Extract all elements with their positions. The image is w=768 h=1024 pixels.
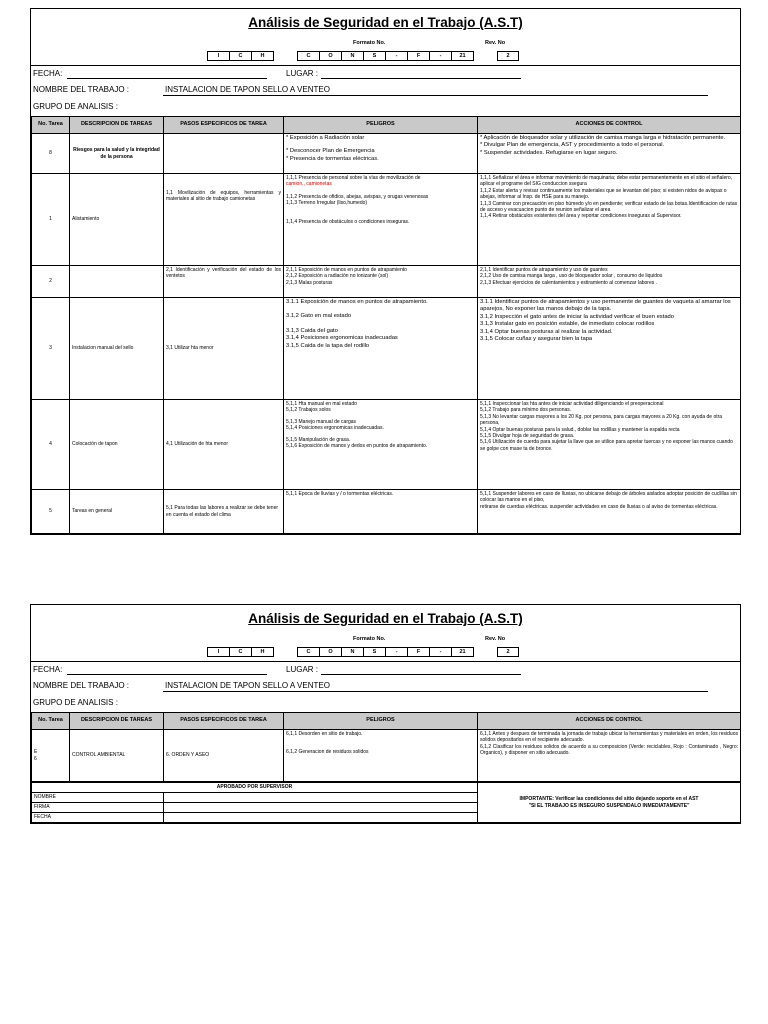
form-title: Análisis de Seguridad en el Trabajo (A.S.T): [248, 15, 523, 30]
task-hazards: 2,1,1 Exposición de manos en puntos de atrapamiento 2,1,2 Exposición a radiación no ionizante (sol) 2,1,3 Malas posturas: [284, 266, 478, 298]
task-number: 3: [32, 298, 70, 400]
company-code-boxes: [207, 51, 274, 61]
location-label: LUGAR :: [286, 69, 319, 78]
col-hazards: PELIGROS: [284, 117, 478, 134]
task-hazards: 1,1,1 Presencia de personal sobre la vías de movilización de camion,, camionetas 1,1,2 Presencia de ofidios, abejas, avispas, y orugas venenosas 1,1,3 Terreno Irregular (liso,humedo) 1,1,4 Presencia de obstáculos o condiciones inseguras.: [284, 174, 478, 266]
col-specific-steps: PASOS ESPECIFICOS DE TAREA: [164, 713, 284, 730]
format-code-boxes: [297, 647, 474, 657]
col-task-description: DESCRIPCION DE TAREAS: [70, 713, 164, 730]
date-label: FECHA:: [33, 665, 63, 674]
code-box: H: [251, 648, 273, 656]
task-steps: 1,1 Movilización de equipos, herramientas y materiales al sitio de trabajo camionetas: [164, 174, 284, 266]
location-field[interactable]: [321, 674, 521, 675]
code-box: -: [385, 52, 407, 60]
date-field[interactable]: [67, 674, 267, 675]
code-box: I: [217, 649, 220, 655]
approval-title-row: [32, 783, 741, 793]
supervisor-name-field[interactable]: [164, 793, 478, 803]
task-description: [70, 266, 164, 298]
form-header: [31, 605, 740, 662]
revision-number-label: Rev. No: [485, 40, 506, 46]
format-code-boxes: [297, 51, 474, 61]
task-description: Alistamiento: [70, 174, 164, 266]
col-task-number: No. Tarea: [32, 117, 70, 134]
task-controls: 5,1,1 Inspeccionar las hta antes de iniciar actividad diligenciando el preoperacional 5,1,2 Trabajo para mínimo dos personas. 5,1,3 No levantar cargas mayores a los 20 Kg. por persona, para cargas mayores a 20 Kg. con ayuda de otra persona, 5,1,4 Optar buenas posturas para la salud., doblar las rodillas y mantener la espalda recta 5,1,5 Divulgar hoja de seguridad de grasa. 5,1,6 Utilización de cuerda para sujetar la llave que se utilice para apretar tuercas y no exponer las manos cuando se golpe con mase ta de bronce.: [478, 400, 741, 490]
analysis-group-label: GRUPO DE ANALISIS :: [33, 102, 118, 111]
task-steps: 5,1 Para todas las labores a realizar se debe tener en cuenta el estado del clima: [164, 490, 284, 534]
important-note: IMPORTANTE: Verificar las condiciones del sitio dejando soporte en el AST "SI EL TRABAJO ES INSEGURO SUSPENDALO INMEDIATAMENTE": [478, 783, 741, 823]
job-name-value: INSTALACION DE TAPON SELLO A VENTEO: [165, 681, 330, 690]
approval-title: APROBADO POR SUPERVISOR: [32, 783, 478, 793]
col-control-actions: ACCIONES DE CONTROL: [478, 117, 741, 134]
highlighted-hazard: camion,, camionetas: [286, 181, 332, 188]
code-box: C: [306, 53, 311, 59]
task-controls: 3.1.1 Identificar puntos de atrapamientos y uso permanente de guantes de vaqueta al amarrar los aparejos, No exponer las manos debajo de la tapa. 3.1,2 Inspección el gato antes de iniciar la actividad verificar el buen estado 3.1,3 Instalar gato en posición estable, de inmediato colocar rodillos 3.1,4 Optar buenas posturas al realizar la actividad. 3.1,5 Colocar cuñas y asegurar bien la tapa: [478, 298, 741, 400]
code-box: -: [385, 648, 407, 656]
code-box: S: [363, 648, 385, 656]
task-steps: 2,1 Identificación y verificación del estado de los ventetos: [164, 266, 284, 298]
format-number-label: Formato No.: [353, 636, 386, 642]
code-box: N: [341, 648, 363, 656]
location-field[interactable]: [321, 78, 521, 79]
job-info: [31, 66, 740, 116]
job-name-field: [163, 95, 708, 96]
code-box: -: [429, 648, 451, 656]
date-label: FECHA:: [33, 69, 63, 78]
task-steps: 6. ORDEN Y ASEO: [164, 730, 284, 782]
task-description: Instalacion manual del sello: [70, 298, 164, 400]
col-task-description: DESCRIPCION DE TAREAS: [70, 117, 164, 134]
job-name-value: INSTALACION DE TAPON SELLO A VENTEO: [165, 85, 330, 94]
revision-box: 2: [497, 51, 519, 61]
code-box: O: [319, 648, 341, 656]
code-box: 21: [451, 52, 473, 60]
col-hazards: PELIGROS: [284, 713, 478, 730]
task-number: E 6: [32, 730, 70, 782]
task-hazards: 3.1.1 Exposición de manos en puntos de atrapamiento. 3.1,2 Gato en mal estado 3.1,3 Caida del gato 3.1,4 Posiciones ergonomicas inadecuadas 3.1,5 Caida de la tapa del rodillo: [284, 298, 478, 400]
task-hazards: 5,1,1 Epoca de lluvias y / o tormentas eléctricas.: [284, 490, 478, 534]
table-row: [32, 266, 741, 298]
code-box: 21: [451, 648, 473, 656]
date-field[interactable]: [67, 78, 267, 79]
code-box: N: [341, 52, 363, 60]
code-box: C: [306, 649, 311, 655]
hazard-table: [31, 116, 741, 534]
task-controls: 5,1,1 Suspender labores en caso de lluvias, no ubicarse debajo de árboles aislados adoptar posición de cuclillas sin colocar las manos en el piso, retirarse de cuerdas eléctricas. suspender actividades en caso de lluvias o al aviso de tormentas eléctricas.: [478, 490, 741, 534]
task-hazards: 6,1,1 Desorden en sitio de trabajo. 6,1,2 Generacion de residuos solidos: [284, 730, 478, 782]
task-steps: [164, 134, 284, 174]
table-row: [32, 174, 741, 266]
job-name-field: [163, 691, 708, 692]
analysis-group-label: GRUPO DE ANALISIS :: [33, 698, 118, 707]
col-task-number: No. Tarea: [32, 713, 70, 730]
supervisor-name-label: NOMBRE: [32, 793, 164, 803]
form-header: [31, 9, 740, 66]
task-controls: 2,1,1 Identificar puntos de atrapamiento y uso de guantes 2,1,2 Uso de camisa manga larga , uso de bloqueador solar , consumo de liquidos 2,1,3 Efectuar ejercicios de calentamientos y estiramiento al comenzar labores .: [478, 266, 741, 298]
supervisor-date-field[interactable]: [164, 813, 478, 823]
company-code-boxes: [207, 647, 274, 657]
supervisor-date-label: FECHA: [32, 813, 164, 823]
code-box: H: [251, 52, 273, 60]
code-box: F: [407, 648, 429, 656]
table-header-row: [32, 713, 741, 730]
code-box: O: [319, 52, 341, 60]
code-box: S: [363, 52, 385, 60]
location-label: LUGAR :: [286, 665, 319, 674]
task-controls: 6,1,1 Antes y despues de terminada la jornada de trabajo ubicar la herramientas y materiales en orden, los residuos solidos depositarlos en el recipiente adecuado. 6,1,2 Clasificar los residuos solidos de acuerdo a su composicion (Verde: reciclables, Rojo : Contaminado , Negro: Organico), y disponer en sitio adecuado.: [478, 730, 741, 782]
task-description: Colocación de tapon: [70, 400, 164, 490]
task-number: 8: [32, 134, 70, 174]
code-box: C: [229, 648, 251, 656]
ast-form-page-2: [30, 604, 741, 824]
task-steps: 4,1 Utilización de hta menor: [164, 400, 284, 490]
task-controls: 1,1,1 Señalizar el área e informar movimiento de maquinaria; debe estar permanentemente en el sitio el señalero, aplicar el programe del SIG conduccion ssegura 1,1,2 Estar alerta y revisar continuamente los materiales que se levantan del piso; si existen nidos de avispas o abejas, informar al Insp. de HSE para su manejo. 1,1,3 Caminar con precaución en piso húmedo y/o en pendiente; verificar estado de las botas.Identificacion de rutas de acceso y evacuacion punto de reunion señalizar el area 1,1,4 Retirar obstáculos existentes del área y reportar condiciones inseguras al Supervisor.: [478, 174, 741, 266]
job-name-label: NOMBRE DEL TRABAJO :: [33, 85, 130, 94]
task-number: 4: [32, 400, 70, 490]
task-description: Tareas en general: [70, 490, 164, 534]
form-title: Análisis de Seguridad en el Trabajo (A.S.T): [248, 611, 523, 626]
code-box: -: [429, 52, 451, 60]
job-name-label: NOMBRE DEL TRABAJO :: [33, 681, 130, 690]
code-box: I: [217, 53, 220, 59]
task-hazards: * Exposición a Radiación solar * Desconocer Plan de Emergencia * Presencia de tormentas eléctricas.: [284, 134, 478, 174]
table-row: [32, 730, 741, 782]
task-number: 2: [32, 266, 70, 298]
task-hazards: 5,1,1 Hta manual en mal estado 5,1,2 Trabajos solos 5,1,3 Manejo manual de cargas 5,1,4 Posiciones ergonomicas inadecuadas. 5,1,5 Manipulación de grasa. 5,1,6 Exposición de manos y dedos en puntos de atrapamiento.: [284, 400, 478, 490]
code-box: F: [407, 52, 429, 60]
format-number-label: Formato No.: [353, 40, 386, 46]
approval-section: [31, 782, 741, 823]
table-row: [32, 134, 741, 174]
revision-box: 2: [497, 647, 519, 657]
task-steps: 3,1 Utilizar hta menor: [164, 298, 284, 400]
task-description: CONTROL AMBIENTAL: [70, 730, 164, 782]
hazard-table: [31, 712, 741, 782]
task-number: 1: [32, 174, 70, 266]
ast-form-page-1: [30, 8, 741, 535]
job-info: [31, 662, 740, 712]
table-row: [32, 490, 741, 534]
task-controls: * Aplicación de bloqueador solar y utilización de camisa manga larga e hidratación permanente. * Divulgar Plan de emergencia, AST y procedimiento a todo el personal. * Suspender actividades. Refugiarse en lugar seguro.: [478, 134, 741, 174]
table-row: [32, 400, 741, 490]
col-control-actions: ACCIONES DE CONTROL: [478, 713, 741, 730]
task-number: 5: [32, 490, 70, 534]
table-row: [32, 298, 741, 400]
supervisor-signature-field[interactable]: [164, 803, 478, 813]
supervisor-signature-label: FIRMA: [32, 803, 164, 813]
code-box: C: [229, 52, 251, 60]
col-specific-steps: PASOS ESPECIFICOS DE TAREA: [164, 117, 284, 134]
revision-number-label: Rev. No: [485, 636, 506, 642]
task-description: Riesgos para la salud y la integridad de la persona: [70, 134, 164, 174]
table-header-row: [32, 117, 741, 134]
